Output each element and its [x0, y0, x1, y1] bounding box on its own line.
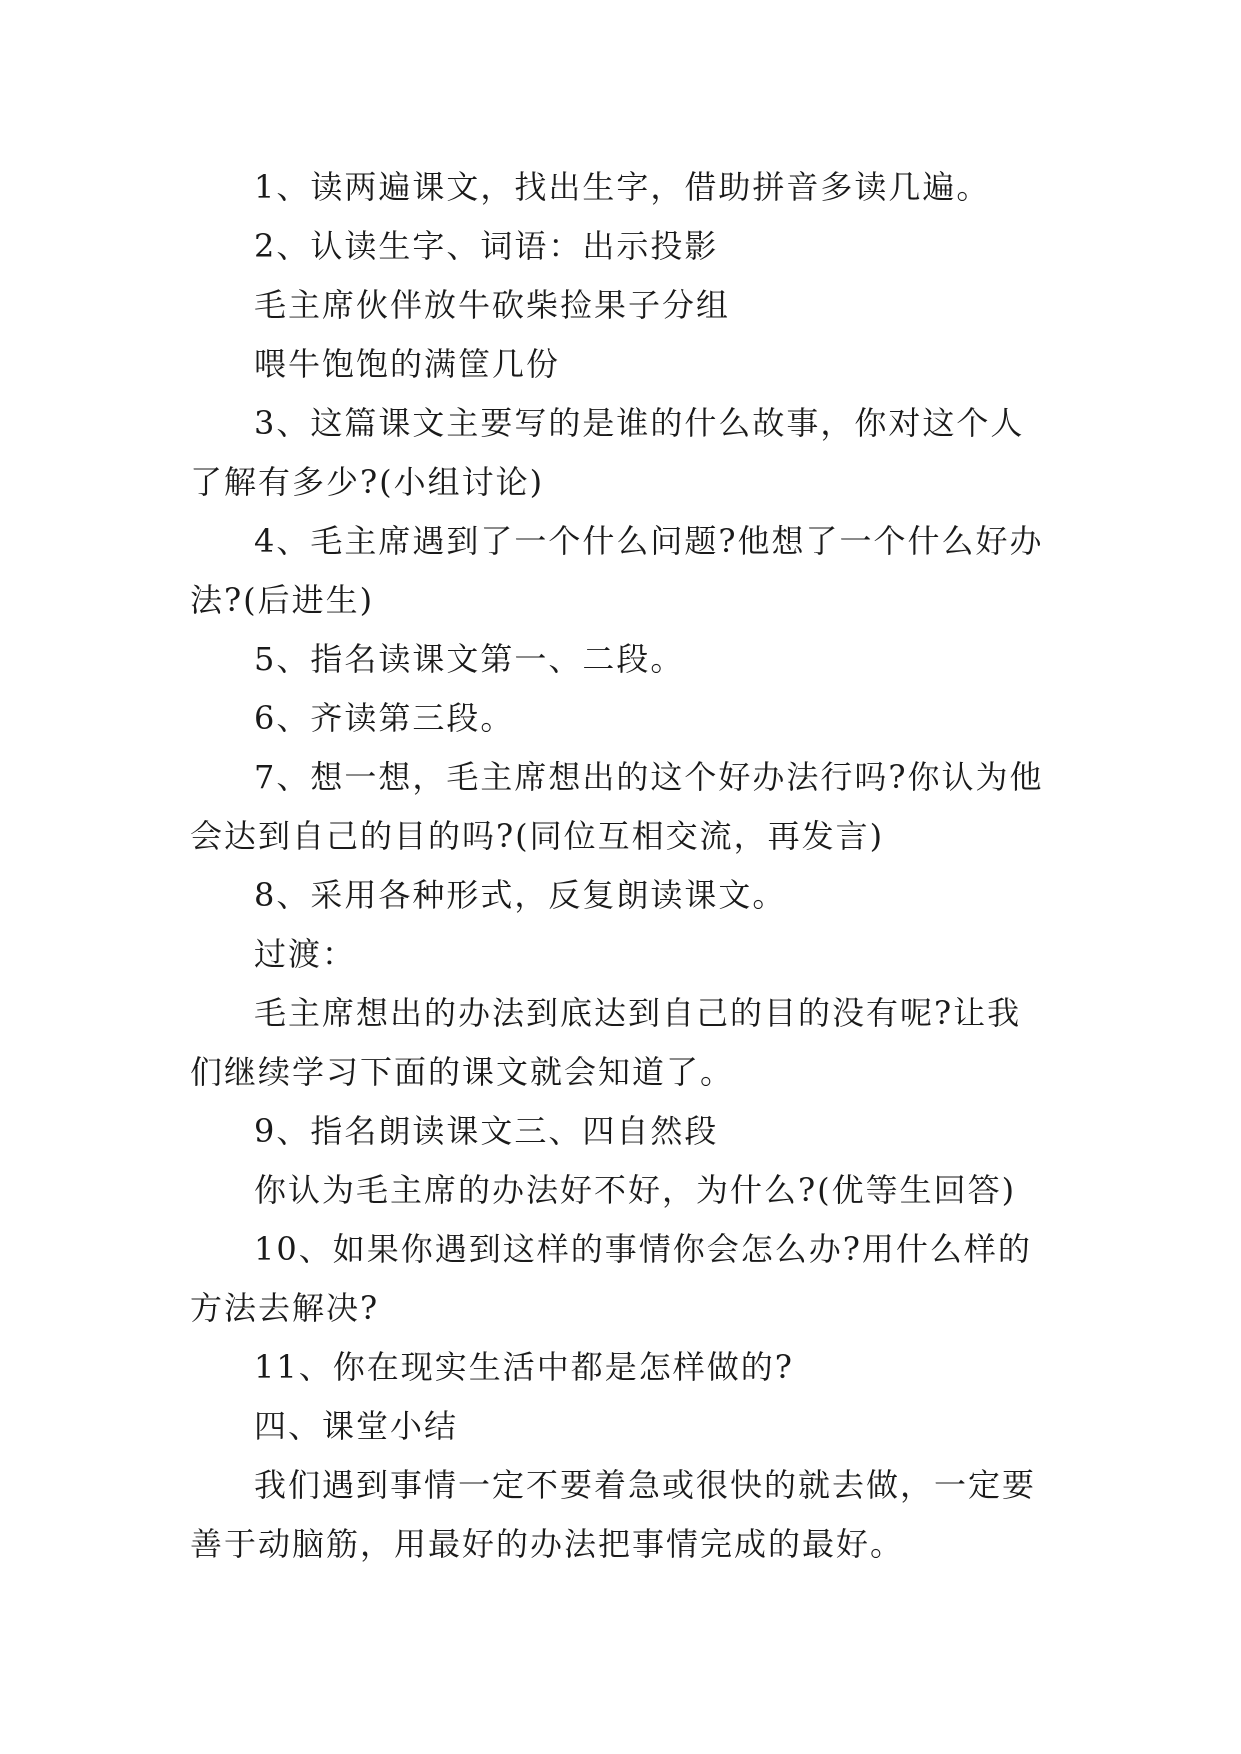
- paragraph-step-9: 9、指名朗读课文三、四自然段: [254, 1112, 719, 1150]
- paragraph-step-5: 5、指名读课文第一、二段。: [254, 640, 685, 678]
- paragraph-step-8: 8、采用各种形式，反复朗读课文。: [254, 876, 787, 914]
- paragraph-step-10: 10、如果你遇到这样的事情你会怎么办?用什么样的方法去解决?: [190, 1230, 1032, 1327]
- paragraph-transition-label: 过渡：: [254, 935, 357, 973]
- paragraph-step-7: 7、想一想，毛主席想出的这个好办法行吗?你认为他会达到自己的目的吗?(同位互相交流，再发言): [190, 758, 1044, 855]
- paragraph-summary: 我们遇到事情一定不要着急或很快的就去做，一定要善于动脑筋，用最好的办法把事情完成的最好。: [190, 1466, 1037, 1563]
- document-body: [190, 158, 1050, 1574]
- paragraph-transition-text: 毛主席想出的办法到底达到自己的目的没有呢?让我们继续学习下面的课文就会知道了。: [190, 994, 1022, 1091]
- paragraph-vocab-1: 毛主席伙伴放牛砍柴捡果子分组: [254, 286, 731, 324]
- paragraph-step-2: 2、认读生字、词语：出示投影: [254, 227, 719, 265]
- paragraph-step-11: 11、你在现实生活中都是怎样做的?: [254, 1348, 794, 1386]
- paragraph-step-1: 1、读两遍课文，找出生字，借助拼音多读几遍。: [254, 168, 991, 206]
- section-heading-summary: 四、课堂小结: [254, 1407, 459, 1445]
- paragraph-vocab-2: 喂牛饱饱的满筐几份: [254, 345, 561, 383]
- paragraph-step-6: 6、齐读第三段。: [254, 699, 515, 737]
- paragraph-step-9-question: 你认为毛主席的办法好不好，为什么?(优等生回答): [254, 1171, 1017, 1209]
- paragraph-step-4: 4、毛主席遇到了一个什么问题?他想了一个什么好办法?(后进生): [190, 522, 1044, 619]
- paragraph-step-3: 3、这篇课文主要写的是谁的什么故事，你对这个人了解有多少?(小组讨论): [190, 404, 1025, 501]
